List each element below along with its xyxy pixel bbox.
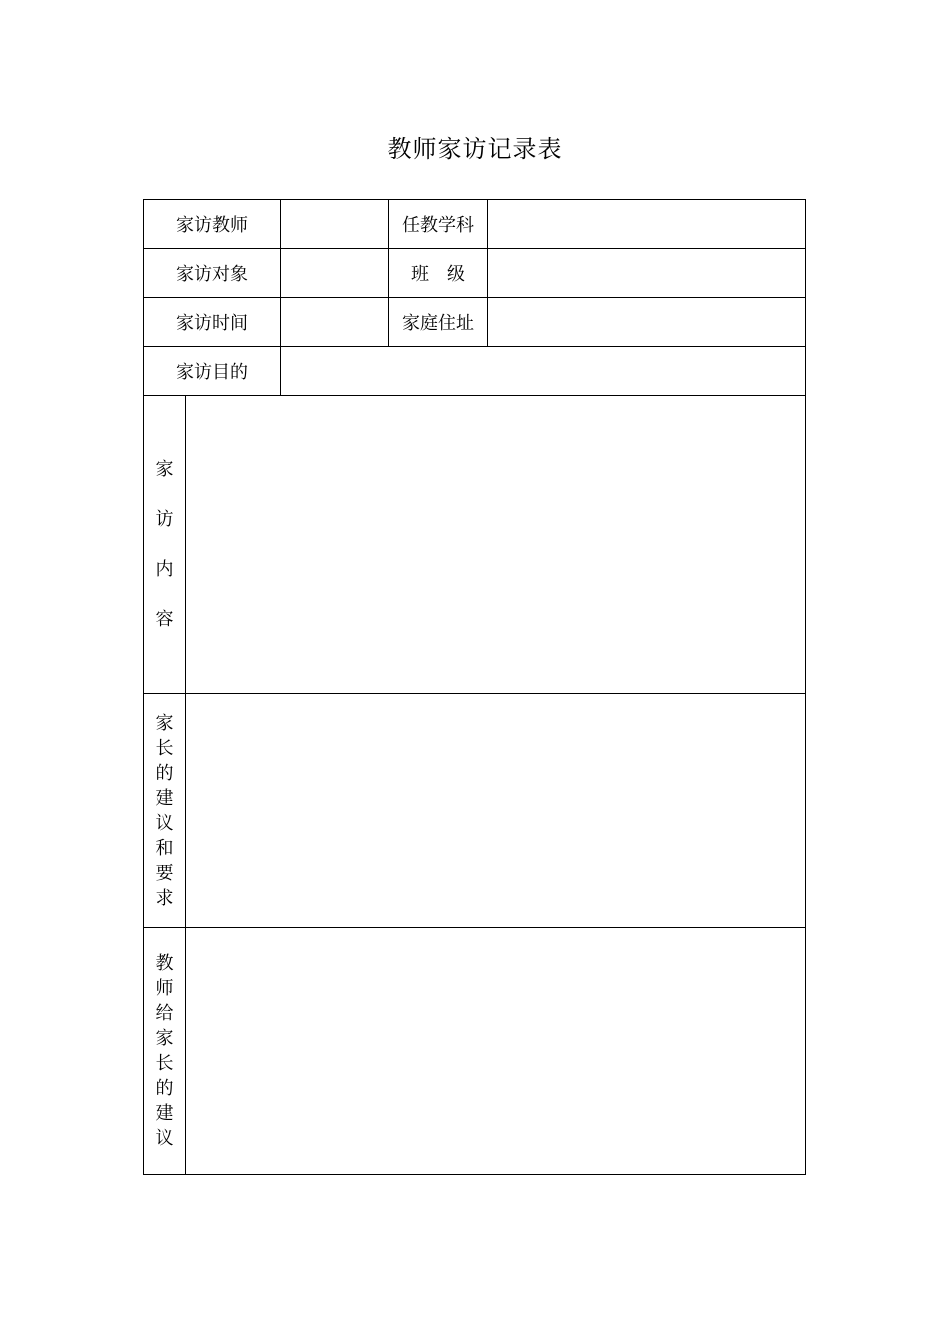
target-field[interactable] bbox=[281, 249, 389, 298]
page-title: 教师家访记录表 bbox=[387, 135, 563, 163]
address-field[interactable] bbox=[488, 298, 806, 347]
time-label: 家访时间 bbox=[144, 298, 281, 347]
table-row bbox=[144, 928, 806, 1175]
time-field[interactable] bbox=[281, 298, 389, 347]
table-row bbox=[144, 396, 806, 694]
table-row bbox=[144, 694, 806, 928]
parent-suggestions-field[interactable] bbox=[186, 694, 806, 928]
subject-field[interactable] bbox=[488, 200, 806, 249]
visit-content-label: 家访内容 bbox=[155, 458, 174, 630]
teacher-advice-label: 教师给家长的建议 bbox=[155, 953, 174, 1149]
parent-suggestions-label-cell bbox=[144, 694, 186, 928]
teacher-advice-label-cell bbox=[144, 928, 186, 1175]
table-row bbox=[144, 200, 806, 249]
class-label: 班 级 bbox=[389, 249, 488, 298]
purpose-field[interactable] bbox=[281, 347, 806, 396]
parent-suggestions-label: 家长的建议和要求 bbox=[155, 712, 174, 909]
visit-record-table bbox=[143, 199, 806, 1175]
table-row bbox=[144, 298, 806, 347]
teacher-field[interactable] bbox=[281, 200, 389, 249]
purpose-label: 家访目的 bbox=[144, 347, 281, 396]
target-label: 家访对象 bbox=[144, 249, 281, 298]
class-field[interactable] bbox=[488, 249, 806, 298]
table-row bbox=[144, 249, 806, 298]
visit-content-field[interactable] bbox=[186, 396, 806, 694]
table-row bbox=[144, 347, 806, 396]
address-label: 家庭住址 bbox=[389, 298, 488, 347]
teacher-advice-field[interactable] bbox=[186, 928, 806, 1175]
subject-label: 任教学科 bbox=[389, 200, 488, 249]
teacher-label: 家访教师 bbox=[144, 200, 281, 249]
visit-content-label-cell bbox=[144, 396, 186, 694]
